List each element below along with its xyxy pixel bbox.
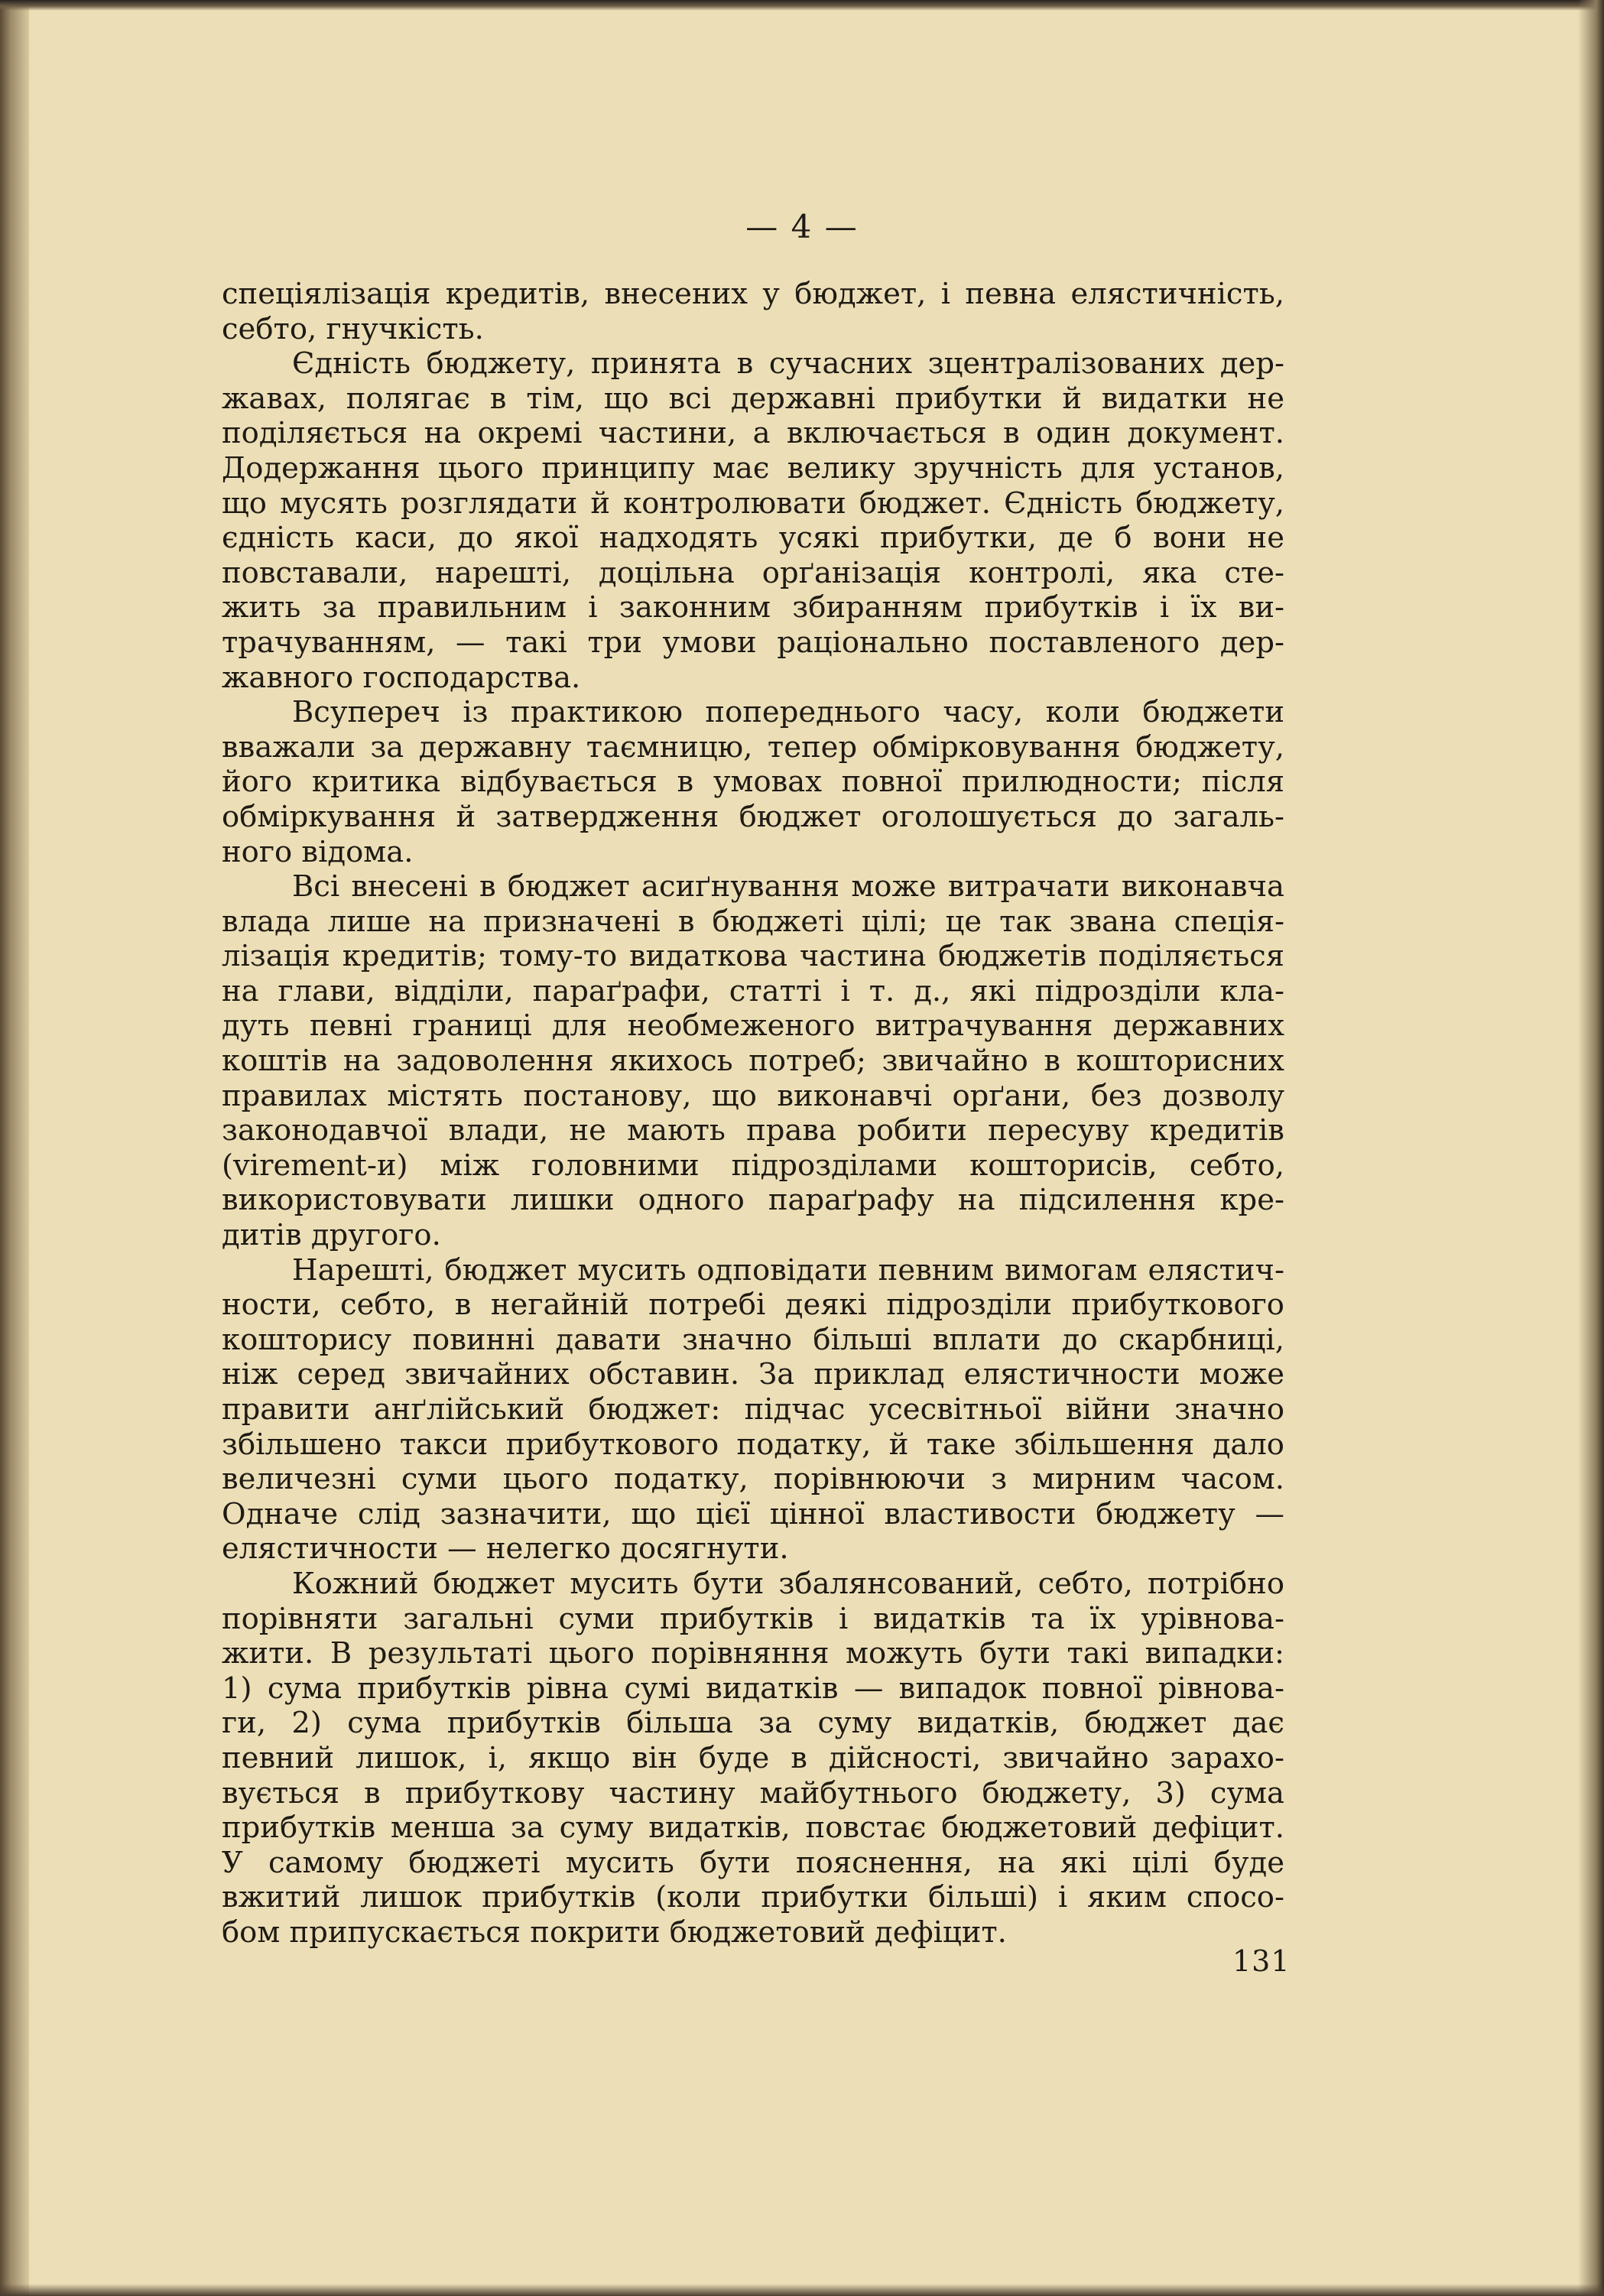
text-line: величезні суми цього податку, порівнюючи з мирним часом. [222,1462,1284,1497]
text-line: 1) сума прибутків рівна сумі видатків — випадок повної рівнова- [222,1671,1284,1706]
page-header-marker: — 4 — [745,208,859,245]
text-line: вважали за державну таємницю, тепер обмірковування бюджету, [222,729,1284,765]
text-line: дуть певні границі для необмеженого витрачування державних [222,1008,1284,1044]
text-line: єдність каси, до якої надходять усякі прибутки, де б вони не [222,521,1284,556]
text-line: використовувати лишки одного параґрафу на підсилення кре- [222,1183,1284,1218]
text-line: Додержання цього принципу має велику зручність для установ, [222,450,1284,486]
text-line: Всупереч із практикою попереднього часу, коли бюджети [292,695,1284,730]
text-line: Кожний бюджет мусить бути збалянсований, себто, потрібно [292,1566,1284,1601]
text-line: повставали, нарешті, доцільна орґанізація контролі, яка сте- [222,555,1284,590]
paragraph [222,277,1284,346]
page-edge-bottom [0,2284,1604,2296]
text-line: Одначе слід зазначити, що цієї цінної властивости бюджету — [222,1496,1284,1531]
text-line: правилах містять постанову, що виконавчі орґани, без дозволу [222,1078,1284,1113]
text-line: дитів другого. [222,1218,441,1253]
text-line: трачуванням, — такі три умови раціонально поставленого дер- [222,625,1284,660]
text-line: збільшено такси прибуткового податку, й таке збільшення дало [222,1427,1284,1462]
text-line: жить за правильним і законним збиранням прибутків і їх ви- [222,590,1284,625]
text-line: (virement-и) між головними підрозділами кошторисів, себто, [222,1148,1284,1183]
page-edge-top [0,0,1604,11]
text-line: лізація кредитів; тому-то видаткова частина бюджетів поділяється [222,939,1284,974]
text-line: його критика відбувається в умовах повної прилюдности; після [222,765,1284,800]
text-line: бом припускається покрити бюджетовий дефіцит. [222,1914,1007,1950]
text-line: жити. В результаті цього порівняння можуть бути такі випадки: [222,1636,1284,1671]
text-line: Нарешті, бюджет мусить одповідати певним вимогам елястич- [292,1252,1284,1288]
text-line: ніж серед звичайних обставин. За приклад елястичности може [222,1357,1284,1392]
page-edge-left [0,0,29,2296]
page-number: 131 [1232,1944,1291,1978]
text-line: ги, 2) сума прибутків більша за суму видатків, бюджет дає [222,1706,1284,1741]
page-edge-right [1578,0,1604,2296]
text-line: ного відома. [222,834,414,869]
text-line: себто, гнучкість. [222,311,484,346]
body-text [222,277,1284,1950]
text-line: жавах, полягає в тім, що всі державні прибутки й видатки не [222,381,1284,416]
text-line: правити анґлійський бюджет: підчас усесвітньої війни значно [222,1392,1284,1427]
text-line: Єдність бюджету, принята в сучасних зцентралізованих дер- [292,346,1284,382]
paragraph [222,346,1284,695]
text-line: У самому бюджеті мусить бути пояснення, на які цілі буде [222,1845,1284,1880]
text-line: Всі внесені в бюджет асиґнування може витрачати виконавча [292,869,1284,904]
text-line: влада лише на призначені в бюджеті цілі; це так звана спеція- [222,904,1284,939]
text-line: вжитий лишок прибутків (коли прибутки більші) і яким спосо- [222,1880,1284,1915]
paragraph [222,869,1284,1253]
text-line: жавного господарства. [222,660,581,695]
text-line: прибутків менша за суму видатків, повстає бюджетовий дефіцит. [222,1810,1284,1846]
text-line: поділяється на окремі частини, а включається в один документ. [222,416,1284,451]
text-line: що мусять розглядати й контролювати бюджет. Єдність бюджету, [222,486,1284,521]
text-line: певний лишок, і, якщо він буде в дійсності, звичайно зарахо- [222,1740,1284,1775]
paragraph [222,1253,1284,1567]
text-line: елястичности — нелегко досягнути. [222,1531,789,1567]
text-line: порівняти загальні суми прибутків і видатків та їх урівнова- [222,1601,1284,1636]
text-line: ности, себто, в негайній потребі деякі підрозділи прибуткового [222,1288,1284,1323]
text-line: коштів на задоволення якихось потреб; звичайно в кошторисних [222,1044,1284,1079]
text-line: кошторису повинні давати значно більші вплати до скарбниці, [222,1322,1284,1357]
text-line: законодавчої влади, не мають права робити пересуву кредитів [222,1113,1284,1148]
text-line: на глави, відділи, параґрафи, статті і т. д., які підрозділи кла- [222,973,1284,1008]
paragraph [222,695,1284,869]
text-line: спеціялізація кредитів, внесених у бюджет, і певна елястичність, [222,277,1284,311]
text-line: обміркування й затвердження бюджет оголошується до загаль- [222,799,1284,834]
text-line: вується в прибуткову частину майбутнього бюджету, 3) сума [222,1775,1284,1810]
paragraph [222,1567,1284,1950]
